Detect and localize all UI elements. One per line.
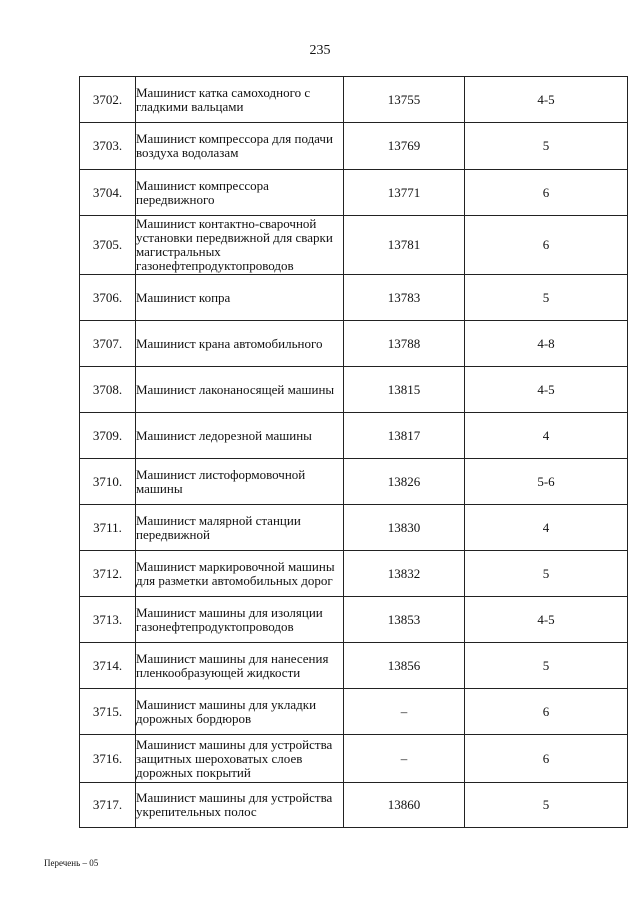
grade-range: 6 xyxy=(465,735,628,783)
profession-name: Машинист крана автомобильного xyxy=(136,321,344,367)
profession-name: Машинист машины для нанесения пленкообразующей жидкости xyxy=(136,643,344,689)
row-number: 3705. xyxy=(80,216,136,275)
grade-range: 5-6 xyxy=(465,459,628,505)
profession-name: Машинист машины для устройства защитных шероховатых слоев дорожных покрытий xyxy=(136,735,344,783)
table-row xyxy=(80,77,628,123)
profession-code: 13830 xyxy=(344,505,465,551)
table-row xyxy=(80,275,628,321)
profession-name: Машинист листоформовочной машины xyxy=(136,459,344,505)
profession-code: 13771 xyxy=(344,170,465,216)
table-row xyxy=(80,597,628,643)
profession-name: Машинист малярной станции передвижной xyxy=(136,505,344,551)
grade-range: 5 xyxy=(465,123,628,170)
profession-name: Машинист катка самоходного с гладкими вальцами xyxy=(136,77,344,123)
profession-name: Машинист машины для изоляции газонефтепродуктопроводов xyxy=(136,597,344,643)
profession-code: – xyxy=(344,735,465,783)
profession-name: Машинист копра xyxy=(136,275,344,321)
profession-code: 13783 xyxy=(344,275,465,321)
profession-name: Машинист ледорезной машины xyxy=(136,413,344,459)
table-row xyxy=(80,735,628,783)
row-number: 3710. xyxy=(80,459,136,505)
row-number: 3711. xyxy=(80,505,136,551)
grade-range: 4-5 xyxy=(465,367,628,413)
row-number: 3717. xyxy=(80,783,136,828)
profession-code: 13817 xyxy=(344,413,465,459)
table-row xyxy=(80,643,628,689)
profession-code: 13755 xyxy=(344,77,465,123)
table-row xyxy=(80,367,628,413)
grade-range: 6 xyxy=(465,216,628,275)
profession-code: 13853 xyxy=(344,597,465,643)
grade-range: 4-8 xyxy=(465,321,628,367)
profession-name: Машинист контактно-сварочной установки передвижной для сварки магистральных газонефтепродуктопроводов xyxy=(136,216,344,275)
grade-range: 5 xyxy=(465,551,628,597)
table-row xyxy=(80,783,628,828)
profession-code: 13788 xyxy=(344,321,465,367)
grade-range: 5 xyxy=(465,783,628,828)
profession-name: Машинист компрессора передвижного xyxy=(136,170,344,216)
profession-code: 13832 xyxy=(344,551,465,597)
table-row xyxy=(80,505,628,551)
grade-range: 4-5 xyxy=(465,77,628,123)
profession-name: Машинист машины для укладки дорожных бордюров xyxy=(136,689,344,735)
profession-code: 13769 xyxy=(344,123,465,170)
table-row xyxy=(80,551,628,597)
professions-table xyxy=(79,76,628,828)
profession-name: Машинист компрессора для подачи воздуха водолазам xyxy=(136,123,344,170)
grade-range: 6 xyxy=(465,689,628,735)
profession-code: 13815 xyxy=(344,367,465,413)
profession-name: Машинист маркировочной машины для разметки автомобильных дорог xyxy=(136,551,344,597)
profession-code: – xyxy=(344,689,465,735)
row-number: 3702. xyxy=(80,77,136,123)
profession-name: Машинист машины для устройства укрепительных полос xyxy=(136,783,344,828)
profession-code: 13826 xyxy=(344,459,465,505)
grade-range: 4-5 xyxy=(465,597,628,643)
grade-range: 4 xyxy=(465,413,628,459)
table-row xyxy=(80,123,628,170)
profession-code: 13860 xyxy=(344,783,465,828)
footer-label: Перечень – 05 xyxy=(44,858,99,868)
row-number: 3715. xyxy=(80,689,136,735)
grade-range: 6 xyxy=(465,170,628,216)
profession-name: Машинист лаконаносящей машины xyxy=(136,367,344,413)
table-row xyxy=(80,459,628,505)
row-number: 3704. xyxy=(80,170,136,216)
grade-range: 5 xyxy=(465,643,628,689)
row-number: 3712. xyxy=(80,551,136,597)
table-row xyxy=(80,413,628,459)
row-number: 3707. xyxy=(80,321,136,367)
table-row xyxy=(80,170,628,216)
table-row xyxy=(80,216,628,275)
table-row xyxy=(80,689,628,735)
row-number: 3716. xyxy=(80,735,136,783)
profession-code: 13856 xyxy=(344,643,465,689)
row-number: 3713. xyxy=(80,597,136,643)
page-number: 235 xyxy=(309,43,331,58)
row-number: 3709. xyxy=(80,413,136,459)
table-row xyxy=(80,321,628,367)
row-number: 3703. xyxy=(80,123,136,170)
row-number: 3706. xyxy=(80,275,136,321)
grade-range: 4 xyxy=(465,505,628,551)
grade-range: 5 xyxy=(465,275,628,321)
profession-code: 13781 xyxy=(344,216,465,275)
row-number: 3714. xyxy=(80,643,136,689)
row-number: 3708. xyxy=(80,367,136,413)
